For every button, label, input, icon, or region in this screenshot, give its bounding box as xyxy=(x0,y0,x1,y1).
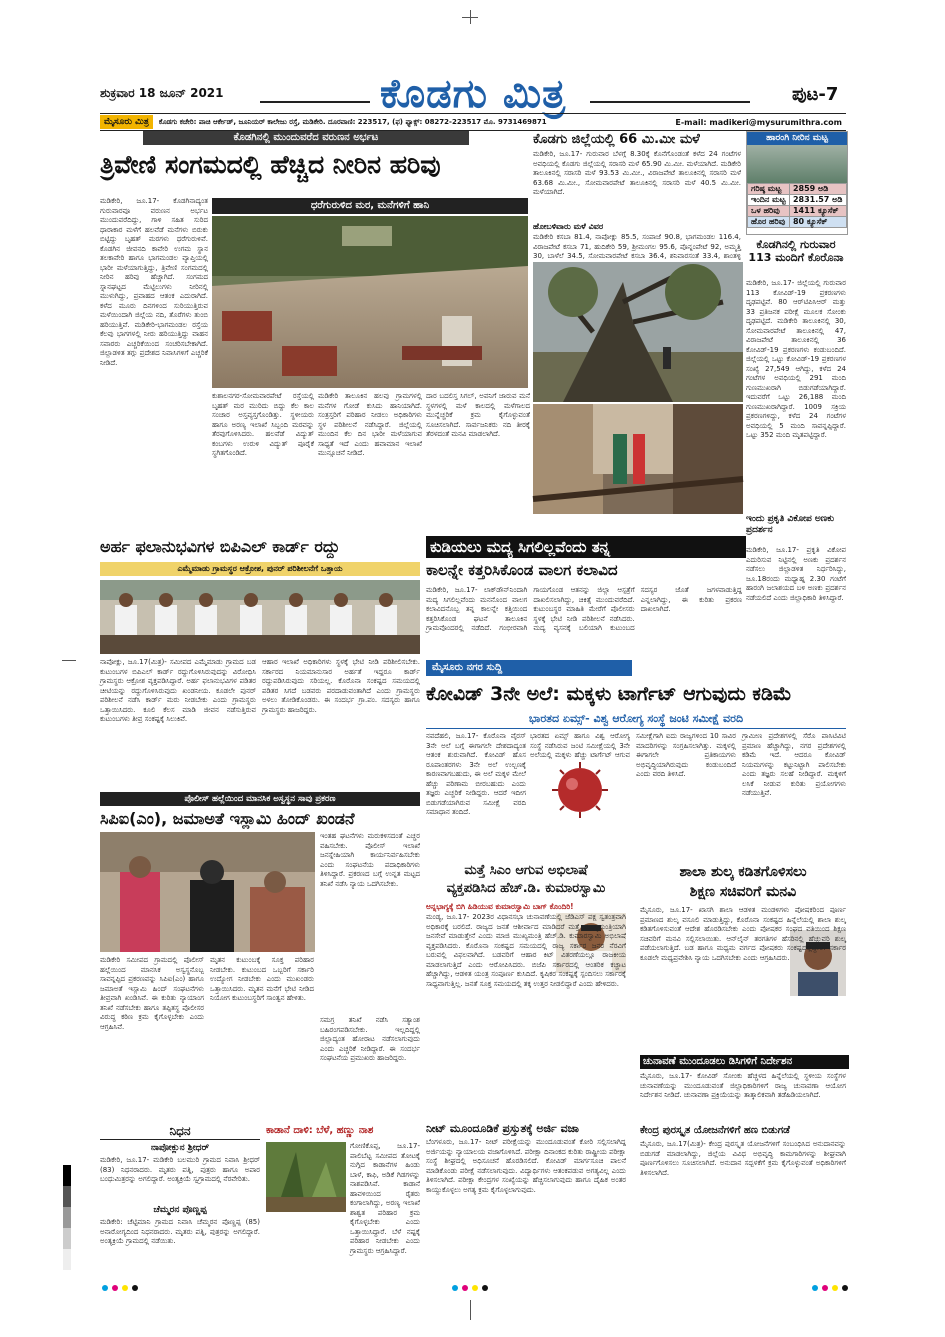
obit-body-1: ಮಡಿಕೇರಿ, ಜೂ.17- ಮಡಿಕೇರಿ ಬಲಮುರಿ ಗ್ರಾಮದ ನಿವಾಸಿ ಶ್ರೀಧರ್ (83) ನಿಧನರಾದರು. ಮೃತರು ಪತ್ನಿ, ಪುತ್ರರು ಹಾಗೂ ಅಪಾರ ಬಂಧುಮಿತ್ರರನ್ನು ಅಗಲಿದ್ದಾರೆ. ಅಂತ್ಯಕ್ರಿಯೆ ಸ್ವಗ್ರಾಮದಲ್ಲಿ ನೆರವೇರಿತು. xyxy=(100,1156,260,1183)
bpl-headline: ಅರ್ಹ ಫಲಾನುಭವಿಗಳ ಬಿಪಿಎಲ್ ಕಾರ್ಡ್ ರದ್ದು xyxy=(100,537,340,556)
police-kicker: ಪೊಲೀಸ್ ಹಲ್ಲೆಯಿಂದ ಮಾನಸಿಕ ಅಸ್ವಸ್ಥನ ಸಾವು ಪ್ರಕರಣ xyxy=(100,792,420,806)
elephant-body: ಗೋಣಿಕೊಪ್ಪ, ಜೂ.17- ಪಾಲಿಬೆಟ್ಟ ಸಮೀಪದ ತೋಟಕ್ಕೆ ನುಗ್ಗಿದ ಕಾಡಾನೆಗಳ ಹಿಂಡು ಬಾಳೆ, ಕಾಫಿ, ಅಡಿಕೆ ಗಿಡಗಳನ್ನು ನಾಶಪಡಿಸಿವೆ. ಕಾಡಾನೆ ಹಾವಳಿಯಿಂದ ರೈತರು ಕಂಗಾಲಾಗಿದ್ದು, ಅರಣ್ಯ ಇಲಾಖೆ ಶಾಶ್ವತ ಪರಿಹಾರ ಕ್ರಮ ಕೈಗೊಳ್ಳಬೇಕು ಎಂದು ಒತ್ತಾಯಿಸಿದ್ದಾರೆ. ಬೆಳೆ ನಷ್ಟಕ್ಕೆ ಪರಿಹಾರ ನೀಡಬೇಕು ಎಂದು ಗ್ರಾಮಸ್ಥರು ಆಗ್ರಹಿಸಿದ್ದಾರೆ. xyxy=(350,1142,420,1255)
flood-photo xyxy=(212,216,528,388)
covid3-headline: ಕೋವಿಡ್ 3ನೇ ಅಲೆ: ಮಕ್ಕಳು ಟಾರ್ಗೆಟ್ ಆಗುವುದು ಕಡಿಮೆ xyxy=(426,683,792,705)
virus-image xyxy=(530,760,630,820)
covid3-col2: ಭಾರತದ ಏಮ್ಸ್ ಹಾಗೂ ವಿಶ್ವ ಆರೋಗ್ಯ ಸಂಸ್ಥೆ ನಡೆಸಿರುವ ಜಂಟಿ ಸಮೀಕ್ಷೆಯಲ್ಲಿ 3ನೇ ಅಲೆಯಲ್ಲಿ ಮಕ್ಕಳು ಹೆಚ್ಚು ಟಾರ್ಗೆಟ್ ಆಗುವ xyxy=(530,732,630,759)
obit-name-2: ಚೆಮ್ಮರನ ಪೊಣ್ಣಪ್ಪ xyxy=(153,1205,207,1215)
tree-photo xyxy=(533,262,743,402)
central-headline: ಕೇಂದ್ರ ಪುರಸ್ಕೃತ ಯೋಜನೆಗಳಿಗೆ ಹಣ ಬಿಡುಗಡೆ xyxy=(640,1125,790,1136)
dam-row: ಹೊರ ಹರಿವು 80 ಕ್ಯೂಸೆಕ್ xyxy=(748,217,847,228)
school-headline-2: ಶಿಕ್ಷಣ ಸಚಿವರಿಗೆ ಮನವಿ xyxy=(689,884,797,900)
artist-headline-2: ಕಾಲನ್ನೇ ಕತ್ತರಿಸಿಕೊಂಡ ವಾಲಗ ಕಲಾವಿದ xyxy=(426,561,618,579)
triveni-headline: ತ್ರಿವೇಣಿ ಸಂಗಮದಲ್ಲಿ ಹೆಚ್ಚಿದ ನೀರಿನ ಹರಿವು xyxy=(100,150,441,179)
triveni-subhead: ಧರೆಗುರುಳಿದ ಮರ, ಮನೆಗಳಿಗೆ ಹಾನಿ xyxy=(212,198,528,214)
corona-body: ಮಡಿಕೇರಿ, ಜೂ.17- ಜಿಲ್ಲೆಯಲ್ಲಿ ಗುರುವಾರ 113 ಕೋವಿಡ್-19 ಪ್ರಕರಣಗಳು ದೃಢಪಟ್ಟಿವೆ. 80 ಆರ್‌ಟಿಪಿಸಿಆರ್ ಮತ್ತು 33 ಪ್ರತಿಜನಕ ಪರೀಕ್ಷೆ ಮೂಲಕ ಸೋಂಕು ದೃಢಪಟ್ಟಿದೆ. ಮಡಿಕೇರಿ ತಾಲೂಕಿನಲ್ಲಿ 30, ಸೋಮವಾರಪೇಟೆ ತಾಲೂಕಿನಲ್ಲಿ 47, ವಿರಾಜಪೇಟೆ ತಾಲೂಕಿನಲ್ಲಿ 36 ಕೋವಿಡ್-19 ಪ್ರಕರಣಗಳು ಕಂಡುಬಂದಿದೆ. ಜಿಲ್ಲೆಯಲ್ಲಿ ಒಟ್ಟು ಕೋವಿಡ್-19 ಪ್ರಕರಣಗಳ ಸಂಖ್ಯೆ 27,549 ಆಗಿದ್ದು, ಕಳೆದ 24 ಗಂಟೆಗಳ ಅವಧಿಯಲ್ಲಿ 291 ಮಂದಿ ಗುಣಮುಖರಾಗಿ ಬಿಡುಗಡೆಯಾಗಿದ್ದಾರೆ. ಇದುವರೆಗೆ ಒಟ್ಟು 26,188 ಮಂದಿ ಗುಣಮುಖರಾಗಿದ್ದಾರೆ. 1009 ಸಕ್ರಿಯ ಪ್ರಕರಣಗಳಿದ್ದು, ಕಳೆದ 24 ಗಂಟೆಗಳ ಅವಧಿಯಲ್ಲಿ 5 ಮಂದಿ ಸಾವನ್ನಪ್ಪಿದ್ದಾರೆ. ಒಟ್ಟು 352 ಮಂದಿ ಮೃತಪಟ್ಟಿದ್ದಾರೆ. xyxy=(746,279,846,439)
print-mark-bottom xyxy=(470,1300,471,1320)
print-dots-center xyxy=(450,1276,490,1295)
dam-row: ಇಂದಿನ ಮಟ್ಟ 2831.57 ಅಡಿ xyxy=(748,195,847,206)
artist-body: ಮಡಿಕೇರಿ, ಜೂ.17- ಲಾಕ್‌ಡೌನ್‌ನಿಂದಾಗಿ ಮದ್ಯ ಸಿಗಲಿಲ್ಲವೆಂದು ಮನನೊಂದ ವಾಲಗ ಕಲಾವಿದನೊಬ್ಬ ತನ್ನ ಕಾಲನ್ನೇ ಕತ್ತಿಯಿಂದ ಕತ್ತರಿಸಿಕೊಂಡ ಘಟನೆ ತಾಲೂಕಿನ ಗ್ರಾಮವೊಂದರಲ್ಲಿ ನಡೆದಿದೆ. ಗಂಭೀರವಾಗಿ ಗಾಯಗೊಂಡ ಆತನನ್ನು ಜಿಲ್ಲಾ ಆಸ್ಪತ್ರೆಗೆ ದಾಖಲಿಸಲಾಗಿದ್ದು, ಚಿಕಿತ್ಸೆ ಮುಂದುವರೆದಿದೆ. ಕುಟುಂಬಸ್ಥರ ಮಾಹಿತಿ ಮೇರೆಗೆ ಪೊಲೀಸರು ಸ್ಥಳಕ್ಕೆ ಭೇಟಿ ನೀಡಿ ಪರಿಶೀಲನೆ ನಡೆಸಿದರು. ಮದ್ಯ ವ್ಯಸನಕ್ಕೆ ಬಲಿಯಾಗಿ ಕುಟುಂಬದ ಸದಸ್ಯರ ಜೊತೆ ಜಗಳವಾಡುತ್ತಿದ್ದ ಎನ್ನಲಾಗಿದ್ದು, ಈ ಕುರಿತು ಪ್ರಕರಣ ದಾಖಲಾಗಿದೆ. xyxy=(426,586,742,632)
neet-headline: ನೀಟ್ ಮೂಂದೂಡಿಕೆ ಪ್ರಸ್ತುತಕ್ಕೆ ಅರ್ಜಿ ವಜಾ xyxy=(426,1122,579,1135)
print-dots-right xyxy=(810,1276,850,1295)
police-col4: ಸಮಗ್ರ ತನಿಖೆ ನಡೆಸಿ ಸತ್ಯಾಂಶ ಬಹಿರಂಗಪಡಿಸಬೇಕು. ಇಲ್ಲದಿದ್ದಲ್ಲಿ ಜಿಲ್ಲಾದ್ಯಂತ ಹೋರಾಟ ನಡೆಸಲಾಗುವುದು ಎಂದು ಎಚ್ಚರಿಕೆ ನೀಡಿದ್ದಾರೆ. ಈ ಸಂದರ್ಭ ಸಂಘಟನೆಯ ಪ್ರಮುಖರು ಹಾಜರಿದ್ದರು. xyxy=(320,1016,420,1062)
neet-body: ಬೆಂಗಳೂರು, ಜೂ.17- ನೀಟ್ ಪರೀಕ್ಷೆಯನ್ನು ಮುಂದೂಡುವಂತೆ ಕೋರಿ ಸಲ್ಲಿಸಲಾಗಿದ್ದ ಅರ್ಜಿಯನ್ನು ನ್ಯಾಯಾಲಯ ವಜಾಗೊಳಿಸಿದೆ. ಪರೀಕ್ಷಾ ದಿನಾಂಕದ ಕುರಿತು ರಾಷ್ಟ್ರೀಯ ಪರೀಕ್ಷಾ ಸಂಸ್ಥೆ ಶೀಘ್ರದಲ್ಲಿ ಅಧಿಸೂಚನೆ ಹೊರಡಿಸಲಿದೆ. ಕೋವಿಡ್ ಮಾರ್ಗಸೂಚಿ ಪಾಲನೆ ಮಾಡಿಕೊಂಡು ಪರೀಕ್ಷೆ ನಡೆಸಲಾಗುವುದು. ವಿದ್ಯಾರ್ಥಿಗಳು ಆತಂಕಪಡುವ ಅಗತ್ಯವಿಲ್ಲ ಎಂದು ತಿಳಿಸಲಾಗಿದೆ. ಪರೀಕ್ಷಾ ಕೇಂದ್ರಗಳ ಸಂಖ್ಯೆಯನ್ನು ಹೆಚ್ಚಿಸಲಾಗುವುದು ಹಾಗೂ ದೈಹಿಕ ಅಂತರ ಕಾಯ್ದುಕೊಳ್ಳಲು ಅಗತ್ಯ ಕ್ರಮ ಕೈಗೊಳ್ಳಲಾಗುವುದು. xyxy=(426,1138,626,1194)
rain-sub: ಹೋಬಳಿವಾರು ಮಳೆ ವಿವರ xyxy=(533,222,604,231)
obit-name-1: ನಾಪೋಕ್ಲುನ ಶ್ರೀಧರ್ xyxy=(150,1143,210,1153)
header-rule-right xyxy=(590,101,750,103)
rain-headline: ಕೊಡಗು ಜಿಲ್ಲೆಯಲ್ಲಿ 66 ಮಿ.ಮೀ ಮಳೆ xyxy=(533,132,700,147)
police-headline: ಸಿಪಿಐ(ಎಂ), ಜಮಾಅತೆ ಇಸ್ಲಾಮಿ ಹಿಂದ್ ಖಂಡನೆ xyxy=(100,809,355,828)
dam-row: ಗರಿಷ್ಠ ಮಟ್ಟ 2859 ಅಡಿ xyxy=(748,184,847,195)
bpl-subhead: ಎಮ್ಮೆಮಾಡು ಗ್ರಾಮಸ್ಥರ ಆಕ್ರೋಶ, ಪುನರ್ ಪರಿಶೀಲನೆಗೆ ಒತ್ತಾಯ xyxy=(100,562,420,576)
police-col3: ಇಂತಹ ಘಟನೆಗಳು ಮರುಕಳಿಸದಂತೆ ಎಚ್ಚರ ವಹಿಸಬೇಕು. ಪೊಲೀಸ್ ಇಲಾಖೆ ಜನಸ್ನೇಹಿಯಾಗಿ ಕಾರ್ಯನಿರ್ವಹಿಸಬೇಕು ಎಂದು ಸಂಘಟನೆಯ ಪದಾಧಿಕಾರಿಗಳು ತಿಳಿಸಿದ್ದಾರೆ. ಪ್ರಕರಣದ ಬಗ್ಗೆ ಉನ್ನತ ಮಟ್ಟದ ತನಿಖೆ ನಡೆಸಿ ನ್ಯಾಯ ಒದಗಿಸಬೇಕು. xyxy=(320,832,420,888)
school-body: ಮೈಸೂರು, ಜೂ.17- ಖಾಸಗಿ ಶಾಲಾ ಆಡಳಿತ ಮಂಡಳಿಗಳು ಪೋಷಕರಿಂದ ಪೂರ್ಣ ಪ್ರಮಾಣದ ಶುಲ್ಕ ವಸೂಲಿ ಮಾಡುತ್ತಿದ್ದು, ಕೊರೊನಾ ಸಂಕಷ್ಟದ ಹಿನ್ನೆಲೆಯಲ್ಲಿ ಶಾಲಾ ಶುಲ್ಕ ಕಡಿತಗೊಳಿಸುವಂತೆ ಆದೇಶ ಹೊರಡಿಸಬೇಕು ಎಂದು ಪೋಷಕರ ಸಂಘದ ವತಿಯಿಂದ ಶಿಕ್ಷಣ ಸಚಿವರಿಗೆ ಮನವಿ ಸಲ್ಲಿಸಲಾಯಿತು. ಆನ್‌ಲೈನ್ ತರಗತಿಗಳ ಹೆಸರಿನಲ್ಲಿ ಹೆಚ್ಚುವರಿ ಶುಲ್ಕ ಪಡೆಯಲಾಗುತ್ತಿದೆ. ಬಡ ಹಾಗೂ ಮಧ್ಯಮ ವರ್ಗದ ಪೋಷಕರು ಸಂಕಷ್ಟದಲ್ಲಿದ್ದಾರೆ. ಸರ್ಕಾರ ಕೂಡಲೇ ಮಧ್ಯಪ್ರವೇಶಿಸಿ ನ್ಯಾಯ ಒದಗಿಸಬೇಕು ಎಂದು ಆಗ್ರಹಿಸಿದರು. xyxy=(640,906,846,962)
triveni-col3: ಮಡಿಕೇರಿ ತಾಲೂಕಿನ ಹಲವು ಗ್ರಾಮಗಳಲ್ಲಿ ಮನೆಗಳ ಗೋಡೆ ಕುಸಿದು ಹಾನಿಯಾಗಿದೆ. ಸಂತ್ರಸ್ತರಿಗೆ ಪರಿಹಾರ ನೀಡಲು ಅಧಿಕಾರಿಗಳು ಸ್ಥಳ ಪರಿಶೀಲನೆ ನಡೆಸಿದ್ದಾರೆ. ಜಿಲ್ಲೆಯಲ್ಲಿ ಮುಂದಿನ ಕೆಲ ದಿನ ಭಾರೀ ಮಳೆಯಾಗುವ ಸಾಧ್ಯತೆ ಇದೆ ಎಂದು ಹವಾಮಾನ ಇಲಾಖೆ ಮುನ್ಸೂಚನೆ ನೀಡಿದೆ. xyxy=(318,392,422,457)
elephant-headline: ಕಾಡಾನೆ ದಾಳಿ: ಬೆಳೆ, ಹಣ್ಣು ನಾಶ xyxy=(266,1125,374,1136)
election-headline: ಚುನಾವಣೆ ಮುಂದೂಡಲು ಡಿಸಿಗಳಿಗೆ ನಿರ್ದೇಶನ xyxy=(640,1055,849,1069)
school-headline-1: ಶಾಲಾ ಶುಲ್ಕ ಕಡಿತಗೊಳಿಸಲು xyxy=(679,864,807,880)
corona-headline: ಕೊಡಗಿನಲ್ಲಿ ಗುರುವಾರ 113 ಮಂದಿಗೆ ಕೊರೊನಾ xyxy=(748,238,844,264)
covid3-col3: ಸಮೀಕ್ಷೆಗಾಗಿ ಐದು ರಾಜ್ಯಗಳಿಂದ 10 ಸಾವಿರ ಮಾದರಿಗಳನ್ನು ಸಂಗ್ರಹಿಸಲಾಗಿತ್ತು. ಮಕ್ಕಳಲ್ಲಿ ಈಗಾಗಲೇ ಪ್ರತಿಕಾಯಗಳು ಅಭಿವೃದ್ಧಿಯಾಗಿರುವುದು ಕಂಡುಬಂದಿದೆ ಎಂದು ವರದಿ ತಿಳಿಸಿದೆ. xyxy=(636,732,736,778)
bpl-col1: ನಾಪೋಕ್ಲು, ಜೂ.17(ಮಿತ್ರ)- ಸಮೀಪದ ಎಮ್ಮೆಮಾಡು ಗ್ರಾಮದ ಬಡ ಕುಟುಂಬಗಳ ಬಿಪಿಎಲ್ ಕಾರ್ಡ್ ರದ್ದುಗೊಳಿಸಿರುವುದನ್ನು ವಿರೋಧಿಸಿ ಗ್ರಾಮಸ್ಥರು ಆಕ್ರೋಶ ವ್ಯಕ್ತಪಡಿಸಿದ್ದಾರೆ. ಅರ್ಹ ಫಲಾನುಭವಿಗಳ ಪಡಿತರ ಚೀಟಿಯನ್ನು ರದ್ದುಗೊಳಿಸಿರುವುದು ಖಂಡನೀಯ. ಕೂಡಲೇ ಪುನರ್ ಪರಿಶೀಲನೆ ನಡೆಸಿ ಕಾರ್ಡ್ ಮರು ನೀಡಬೇಕು ಎಂದು ಗ್ರಾಮಸ್ಥರು ಒತ್ತಾಯಿಸಿದರು. ಕೂಲಿ ಕೆಲಸ ಮಾಡಿ ಜೀವನ ನಡೆಸುತ್ತಿರುವ ಕುಟುಂಬಗಳು ತೀವ್ರ ಸಂಕಷ್ಟಕ್ಕೆ ಸಿಲುಕಿವೆ. xyxy=(100,658,256,723)
strip-brand: ಮೈಸೂರು ಮಿತ್ರ xyxy=(100,115,153,129)
police-photo xyxy=(100,832,315,952)
house-damage-photo xyxy=(533,404,743,514)
issue-date: ಶುಕ್ರವಾರ 18 ಜೂನ್ 2021 xyxy=(100,86,224,100)
header-rule-left xyxy=(260,101,370,103)
obit-title: ನಿಧನ xyxy=(100,1124,260,1140)
strip-email: E-mail: madikeri@mysurumithra.com xyxy=(675,117,842,127)
meeting-photo xyxy=(100,580,420,654)
print-marks-top xyxy=(0,0,945,30)
print-mark-left xyxy=(62,660,76,661)
mysuru-section-bar: ಮೈಸೂರು ನಗರ ಸುದ್ದಿ xyxy=(426,660,632,676)
triveni-col2: ಕುಶಾಲನಗರ-ಸೋಮವಾರಪೇಟೆ ರಸ್ತೆಯಲ್ಲಿ ಬೃಹತ್ ಮರ ಮುರಿದು ಬಿದ್ದು ಕೆಲ ಕಾಲ ಸಂಚಾರ ಅಸ್ತವ್ಯಸ್ತಗೊಂಡಿತ್ತು. ಸ್ಥಳೀಯರು ಹಾಗೂ ಅರಣ್ಯ ಇಲಾಖೆ ಸಿಬ್ಬಂದಿ ಮರವನ್ನು ತೆರವುಗೊಳಿಸಿದರು. ಹಲವೆಡೆ ವಿದ್ಯುತ್ ಕಂಬಗಳು ಉರುಳಿ ವಿದ್ಯುತ್ ಪೂರೈಕೆ ಸ್ಥಗಿತಗೊಂಡಿದೆ. xyxy=(212,392,314,457)
police-col1: ಮಡಿಕೇರಿ ಸಮೀಪದ ಗ್ರಾಮದಲ್ಲಿ ಪೊಲೀಸ್ ಹಲ್ಲೆಯಿಂದ ಮಾನಸಿಕ ಅಸ್ವಸ್ಥನೊಬ್ಬ ಸಾವನ್ನಪ್ಪಿದ ಪ್ರಕರಣವನ್ನು ಸಿಪಿಐ(ಎಂ) ಹಾಗೂ ಜಮಾಅತೆ ಇಸ್ಲಾಮಿ ಹಿಂದ್ ಸಂಘಟನೆಗಳು ತೀವ್ರವಾಗಿ ಖಂಡಿಸಿವೆ. ಈ ಕುರಿತು ನ್ಯಾಯಾಂಗ ತನಿಖೆ ನಡೆಸಬೇಕು ಹಾಗೂ ತಪ್ಪಿತಸ್ಥ ಪೊಲೀಸರ ವಿರುದ್ಧ ಕಠಿಣ ಕ್ರಮ ಕೈಗೊಳ್ಳಬೇಕು ಎಂದು ಆಗ್ರಹಿಸಿವೆ. xyxy=(100,956,204,1031)
hdk-headline-2: ವ್ಯಕ್ತಪಡಿಸಿದ ಹೆಚ್.ಡಿ. ಕುಮಾರಸ್ವಾಮಿ xyxy=(446,881,606,896)
central-body: ಮೈಸೂರು, ಜೂ.17(ಮಿತ್ರ)- ಕೇಂದ್ರ ಪುರಸ್ಕೃತ ಯೋಜನೆಗಳಿಗೆ ಸಂಬಂಧಿಸಿದ ಅನುದಾನವನ್ನು ಬಿಡುಗಡೆ ಮಾಡಲಾಗಿದ್ದು, ಜಿಲ್ಲೆಯ ವಿವಿಧ ಅಭಿವೃದ್ಧಿ ಕಾಮಗಾರಿಗಳನ್ನು ಶೀಘ್ರವಾಗಿ ಪೂರ್ಣಗೊಳಿಸಲು ಸೂಚಿಸಲಾಗಿದೆ. ಅನುದಾನ ಸದ್ಬಳಕೆಗೆ ಕ್ರಮ ಕೈಗೊಳ್ಳುವಂತೆ ಅಧಿಕಾರಿಗಳಿಗೆ ತಿಳಿಸಲಾಗಿದೆ. xyxy=(640,1140,846,1177)
color-bar xyxy=(63,1165,71,1270)
covid3-subhead: ಭಾರತದ ಏಮ್ಸ್- ವಿಶ್ವ ಆರೋಗ್ಯ ಸಂಸ್ಥೆ ಜಂಟಿ ಸಮೀಕ್ಷೆ ವರದಿ xyxy=(426,710,846,729)
police-col2: ಮೃತನ ಕುಟುಂಬಕ್ಕೆ ಸೂಕ್ತ ಪರಿಹಾರ ನೀಡಬೇಕು. ಕುಟುಂಬದ ಒಬ್ಬರಿಗೆ ಸರ್ಕಾರಿ ಉದ್ಯೋಗ ನೀಡಬೇಕು ಎಂದು ಮುಖಂಡರು ಒತ್ತಾಯಿಸಿದರು. ಮೃತನ ಮನೆಗೆ ಭೇಟಿ ನೀಡಿದ ನಿಯೋಗ ಕುಟುಂಬಸ್ಥರಿಗೆ ಸಾಂತ್ವನ ಹೇಳಿತು. xyxy=(210,956,314,1002)
page-number: ಪುಟ-7 xyxy=(792,84,839,105)
covid3-col4: ಗ್ರಾಮೀಣ ಪ್ರದೇಶಗಳಲ್ಲಿ ಸೆರೊ ಪಾಸಿಟಿವಿಟಿ ಪ್ರಮಾಣ ಹೆಚ್ಚಾಗಿದ್ದು, ನಗರ ಪ್ರದೇಶಗಳಲ್ಲಿ ಕಡಿಮೆ ಇದೆ. ಆದರೂ ಕೋವಿಡ್ ನಿಯಮಗಳನ್ನು ಕಟ್ಟುನಿಟ್ಟಾಗಿ ಪಾಲಿಸಬೇಕು ಎಂದು ತಜ್ಞರು ಸಲಹೆ ನೀಡಿದ್ದಾರೆ. ಮಕ್ಕಳಿಗೆ ಲಸಿಕೆ ನೀಡುವ ಕುರಿತು ಪ್ರಯೋಗಗಳು ನಡೆಯುತ್ತಿವೆ. xyxy=(742,732,846,797)
triveni-col1: ಮಡಿಕೇರಿ, ಜೂ.17- ಕೊಡಗಿನಾದ್ಯಂತ ಗುರುವಾರವೂ ವರುಣನ ಅರ್ಭಟ ಮುಂದುವರೆದಿದ್ದು, ಗಾಳಿ ಸಹಿತ ಸುರಿದ ಧಾರಾಕಾರ ಮಳೆಗೆ ಹಲವೆಡೆ ಮನೆಗಳು ಬಿರುಕು ಬಿಟ್ಟಿದ್ದು ಬೃಹತ್ ಮರಗಳು ಧರೆಗುರುಳಿವೆ. ಕೊಡಗಿನ ಜೀವನದಿ ಕಾವೇರಿ ಉಗಮ ಸ್ಥಾನ ತಲಕಾವೇರಿ ಹಾಗೂ ಭಾಗಮಂಡಲ ವ್ಯಾಪ್ತಿಯಲ್ಲಿ ಭಾರೀ ಮಳೆಯಾಗುತ್ತಿದ್ದು, ತ್ರಿವೇಣಿ ಸಂಗಮದಲ್ಲಿ ನೀರಿನ ಹರಿವು ಹೆಚ್ಚಾಗಿದೆ. ಸಂಗಮದ ಸ್ನಾನಘಟ್ಟದ ಮೆಟ್ಟಿಲುಗಳು ನೀರಿನಲ್ಲಿ ಮುಳುಗಿದ್ದು, ಪ್ರವಾಹದ ಆತಂಕ ಎದುರಾಗಿದೆ. ಕಳೆದ ಮೂರು ದಿನಗಳಿಂದ ಸುರಿಯುತ್ತಿರುವ ಮಳೆಯಿಂದಾಗಿ ಜಿಲ್ಲೆಯ ನದಿ, ತೊರೆಗಳು ತುಂಬಿ ಹರಿಯುತ್ತಿವೆ. ಮಡಿಕೇರಿ-ಭಾಗಮಂಡಲ ರಸ್ತೆಯ ಕೆಲವು ಭಾಗಗಳಲ್ಲಿ ನೀರು ಹರಿಯುತ್ತಿದ್ದು ವಾಹನ ಸವಾರರು ಎಚ್ಚರಿಕೆಯಿಂದ ಸಂಚರಿಸಬೇಕಾಗಿದೆ. ಜಿಲ್ಲಾಡಳಿತ ತಗ್ಗು ಪ್ರದೇಶದ ನಿವಾಸಿಗಳಿಗೆ ಎಚ್ಚರಿಕೆ ನೀಡಿದೆ. xyxy=(100,197,208,367)
artist-headline-1: ಕುಡಿಯಲು ಮದ್ಯ ಸಿಗಲಿಲ್ಲವೆಂದು ತನ್ನ xyxy=(426,536,746,558)
rain-body2: ಮಡಿಕೇರಿ ಕಸಬಾ 81.4, ನಾಪೋಕ್ಲು 85.5, ಸಂಪಾಜೆ 90.8, ಭಾಗಮಂಡಲ 116.4, ವಿರಾಜಪೇಟೆ ಕಸಬಾ 71, ಹುದಿಕೇರಿ 59, ಶ್ರೀಮಂಗಲ 95.6, ಪೊನ್ನಂಪೇಟೆ 92, ಅಮ್ಮತ್ತಿ 30, ಬಾಳೆಲೆ 34.5, ಸೋಮವಾರಪೇಟೆ ಕಸಬಾ 36.4, ಶನಿವಾರಸಂತೆ 33.4, ಶಾಂತಳ್ಳಿ xyxy=(533,233,741,260)
strip-info: ಕೊಡಗು ಕಚೇರಿ: ಪಾಚಿ ಆರ್ಕೇಡ್, ಜೂನಿಯರ್ ಕಾಲೇಜು ರಸ್ತೆ, ಮಡಿಕೇರಿ. ದೂರವಾಣಿ: 223517, (ಫ) ಫ್ಯಾಕ್ಸ್: 08272-223517 ಮೊ. 9731469871 xyxy=(158,117,547,126)
corona-body2: ಮಡಿಕೇರಿ, ಜೂ.17- ಪ್ರಕೃತಿ ವಿಕೋಪ ಎದುರಿಸುವ ನಿಟ್ಟಿನಲ್ಲಿ ಅಣಕು ಪ್ರದರ್ಶನ ನಡೆಸಲು ಜಿಲ್ಲಾಡಳಿತ ನಿರ್ಧರಿಸಿದ್ದು, ಜೂ.18ರಂದು ಮಧ್ಯಾಹ್ನ 2.30 ಗಂಟೆಗೆ ಹಾರಂಗಿ ಜಲಾಶಯದ ಬಳಿ ಅಣಕು ಪ್ರದರ್ಶನ ನಡೆಯಲಿದೆ ಎಂದು ಜಿಲ್ಲಾಧಿಕಾರಿ ತಿಳಿಸಿದ್ದಾರೆ. xyxy=(746,546,846,602)
election-body: ಮೈಸೂರು, ಜೂ.17- ಕೋವಿಡ್ ಸೋಂಕು ಹೆಚ್ಚಳದ ಹಿನ್ನೆಲೆಯಲ್ಲಿ ಸ್ಥಳೀಯ ಸಂಸ್ಥೆಗಳ ಚುನಾವಣೆಯನ್ನು ಮುಂದೂಡುವಂತೆ ಜಿಲ್ಲಾಧಿಕಾರಿಗಳಿಗೆ ರಾಜ್ಯ ಚುನಾವಣಾ ಆಯೋಗ ನಿರ್ದೇಶನ ನೀಡಿದೆ. ಚುನಾವಣಾ ಪ್ರಕ್ರಿಯೆಯನ್ನು ತಾತ್ಕಾಲಿಕವಾಗಿ ತಡೆಹಿಡಿಯಲಾಗಿದೆ. xyxy=(640,1072,846,1099)
dam-photo xyxy=(747,145,847,183)
covid3-col1: ನವದೆಹಲಿ, ಜೂ.17- ಕೊರೊನಾ ವೈರಸ್ 3ನೇ ಅಲೆ ಬಗ್ಗೆ ಈಗಾಗಲೇ ದೇಶದಾದ್ಯಂತ ಆತಂಕ ಶುರುವಾಗಿದೆ. ಕೋವಿಡ್ ಹೊಸ ರೂಪಾಂತರಗಳು 3ನೇ ಅಲೆ ಉಲ್ಬಣಕ್ಕೆ ಕಾರಣವಾಗಬಹುದು, ಈ ಅಲೆ ಮಕ್ಕಳ ಮೇಲೆ ಹೆಚ್ಚು ಪರಿಣಾಮ ಬೀರಬಹುದು ಎಂದು ತಜ್ಞರು ಎಚ್ಚರಿಕೆ ನೀಡಿದ್ದರು. ಆದರೆ ಇದೀಗ ಬಿಡುಗಡೆಯಾಗಿರುವ ಸಮೀಕ್ಷೆ ವರದಿ ಸಮಾಧಾನ ತಂದಿದೆ. xyxy=(426,732,526,816)
masthead: ಕೊಡಗು ಮಿತ್ರ xyxy=(380,70,567,117)
rain-body: ಮಡಿಕೇರಿ, ಜೂ.17- ಗುರುವಾರ ಬೆಳಗ್ಗೆ 8.30ಕ್ಕೆ ಕೊನೆಗೊಂಡಂತೆ ಕಳೆದ 24 ಗಂಟೆಗಳ ಅವಧಿಯಲ್ಲಿ ಕೊಡಗು ಜಿಲ್ಲೆಯಲ್ಲಿ ಸರಾಸರಿ ಮಳೆ 65.90 ಮಿ.ಮೀ. ಮಳೆಯಾಗಿದೆ. ಮಡಿಕೇರಿ ತಾಲೂಕಿನಲ್ಲಿ ಸರಾಸರಿ ಮಳೆ 93.53 ಮಿ.ಮೀ., ವಿರಾಜಪೇಟೆ ತಾಲೂಕಿನಲ್ಲಿ ಸರಾಸರಿ ಮಳೆ 63.68 ಮಿ.ಮೀ., ಸೋಮವಾರಪೇಟೆ ತಾಲೂಕಿನಲ್ಲಿ ಸರಾಸರಿ ಮಳೆ 40.5 ಮಿ.ಮೀ. ಮಳೆಯಾಗಿದೆ. xyxy=(533,150,741,196)
corona-sub: ಇಂದು ಪ್ರಕೃತಿ ವಿಕೋಪ ಅಣಕು ಪ್ರದರ್ಶನ xyxy=(746,514,835,535)
print-dots-left xyxy=(100,1276,140,1295)
bpl-col2: ಆಹಾರ ಇಲಾಖೆ ಅಧಿಕಾರಿಗಳು ಸ್ಥಳಕ್ಕೆ ಭೇಟಿ ನೀಡಿ ಪರಿಶೀಲಿಸಬೇಕು. ಸರ್ಕಾರದ ನಿಯಮಾನುಸಾರ ಅರ್ಹತೆ ಇದ್ದರೂ ಕಾರ್ಡ್ ರದ್ದುಪಡಿಸಿರುವುದು ಸರಿಯಲ್ಲ. ಕೊರೊನಾ ಸಂಕಷ್ಟದ ಸಮಯದಲ್ಲಿ ಪಡಿತರ ಸಿಗದೆ ಬಡವರು ಪರದಾಡುವಂತಾಗಿದೆ ಎಂದು ಗ್ರಾಮಸ್ಥರು ಅಳಲು ತೋಡಿಕೊಂಡರು. ಈ ಸಂದರ್ಭ ಗ್ರಾ.ಪಂ. ಸದಸ್ಯರು ಹಾಗೂ ಗ್ರಾಮಸ್ಥರು ಹಾಜರಿದ್ದರು. xyxy=(262,658,420,714)
dam-table xyxy=(747,183,847,228)
dam-row: ಒಳ ಹರಿವು 1411 ಕ್ಯೂಸೆಕ್ xyxy=(748,206,847,217)
hdk-headline-1: ಮತ್ತೆ ಸಿಎಂ ಆಗುವ ಅಭಿಲಾಷೆ xyxy=(464,863,588,878)
obit-body-2: ಮಡಿಕೇರಿ: ಚೆಟ್ಟಿಮಾನಿ ಗ್ರಾಮದ ನಿವಾಸಿ ಚೆಮ್ಮರನ ಪೊಣ್ಣಪ್ಪ (85) ಅನಾರೋಗ್ಯದಿಂದ ನಿಧನರಾದರು. ಮೃತರು ಪತ್ನಿ, ಪುತ್ರರನ್ನು ಅಗಲಿದ್ದಾರೆ. ಅಂತ್ಯಕ್ರಿಯೆ ಗ್ರಾಮದಲ್ಲಿ ನಡೆಯಿತು. xyxy=(100,1218,260,1245)
elephant-photo xyxy=(266,1142,346,1212)
triveni-col4: ದಾರ ಬದಲಿಸ್ತ ಸಿಗಲ್, ಅವನಿಗೆ ಜಾರುವ ಮನೆ ಸ್ಥಳಗಳಲ್ಲಿ ಮಳೆ ಕಾಲದಲ್ಲಿ ಮಳೆಗಾಲದ ಮುನ್ನೆಚ್ಚರಿಕೆ ಕ್ರಮ ಕೈಗೊಳ್ಳುವಂತೆ ಸೂಚಿಸಲಾಗಿದೆ. ಸಾರ್ವಜನಿಕರು ನದಿ ತೀರಕ್ಕೆ ತೆರಳದಂತೆ ಮನವಿ ಮಾಡಲಾಗಿದೆ. xyxy=(426,392,530,438)
header-strip xyxy=(100,113,846,131)
triveni-kicker: ಕೊಡಗಿನಲ್ಲಿ ಮುಂದುವರೆದ ವರುಣನ ಅರ್ಭಟ xyxy=(143,131,469,145)
dam-title: ಹಾರಂಗಿ ನೀರಿನ ಮಟ್ಟ xyxy=(747,132,847,145)
hdk-body: ಮಂಡ್ಯ, ಜೂ.17- 2023ರ ವಿಧಾನಸಭಾ ಚುನಾವಣೆಯಲ್ಲಿ ಜೆಡಿಎಸ್ ಪಕ್ಷ ಸ್ವತಂತ್ರವಾಗಿ ಅಧಿಕಾರಕ್ಕೆ ಬರಲಿದೆ. ರಾಜ್ಯದ ಜನತೆ ಆಶೀರ್ವಾದ ಮಾಡಿದರೆ ಮತ್ತೆ ಮುಖ್ಯಮಂತ್ರಿಯಾಗಿ ಜನಸೇವೆ ಮಾಡುತ್ತೇನೆ ಎಂದು ಮಾಜಿ ಮುಖ್ಯಮಂತ್ರಿ ಹೆಚ್.ಡಿ. ಕುಮಾರಸ್ವಾಮಿ ಅಭಿಲಾಷೆ ವ್ಯಕ್ತಪಡಿಸಿದರು. ಕೊರೊನಾ ಸಂಕಷ್ಟದ ಸಮಯದಲ್ಲಿ ರಾಜ್ಯ ಸರ್ಕಾರ ಜನರ ನೆರವಿಗೆ ಬರುವಲ್ಲಿ ವಿಫಲವಾಗಿದೆ. ಬಡವರಿಗೆ ಆಹಾರ ಕಿಟ್ ವಿತರಣೆಯಲ್ಲೂ ರಾಜಕೀಯ ಮಾಡಲಾಗುತ್ತಿದೆ ಎಂದು ಆರೋಪಿಸಿದರು. ಬಿಜೆಪಿ ಸರ್ಕಾರದಲ್ಲಿ ಆಂತರಿಕ ಕಚ್ಚಾಟ ಹೆಚ್ಚಾಗಿದ್ದು, ಆಡಳಿತ ಯಂತ್ರ ಸಂಪೂರ್ಣ ಕುಸಿದಿದೆ. ಕೃಷಿಕರ ಸಂಕಷ್ಟಕ್ಕೆ ಸ್ಪಂದಿಸಲು ಸರ್ಕಾರಕ್ಕೆ ಸಾಧ್ಯವಾಗುತ್ತಿಲ್ಲ. ಜನತೆ ಸೂಕ್ತ ಸಮಯದಲ್ಲಿ ತಕ್ಕ ಉತ್ತರ ನೀಡಲಿದ್ದಾರೆ ಎಂದು ಹೇಳಿದರು. xyxy=(426,913,626,988)
hdk-quote: ಅನ್ನಭಾಗ್ಯಕ್ಕೆ ಬಿಗಿ ಹಿಡಿಯುವ ಕುಮಾರಸ್ವಾಮಿ ಬಾಗ್ ಕೊಂದಿರಿ! xyxy=(426,902,574,911)
dam-box xyxy=(746,131,848,235)
